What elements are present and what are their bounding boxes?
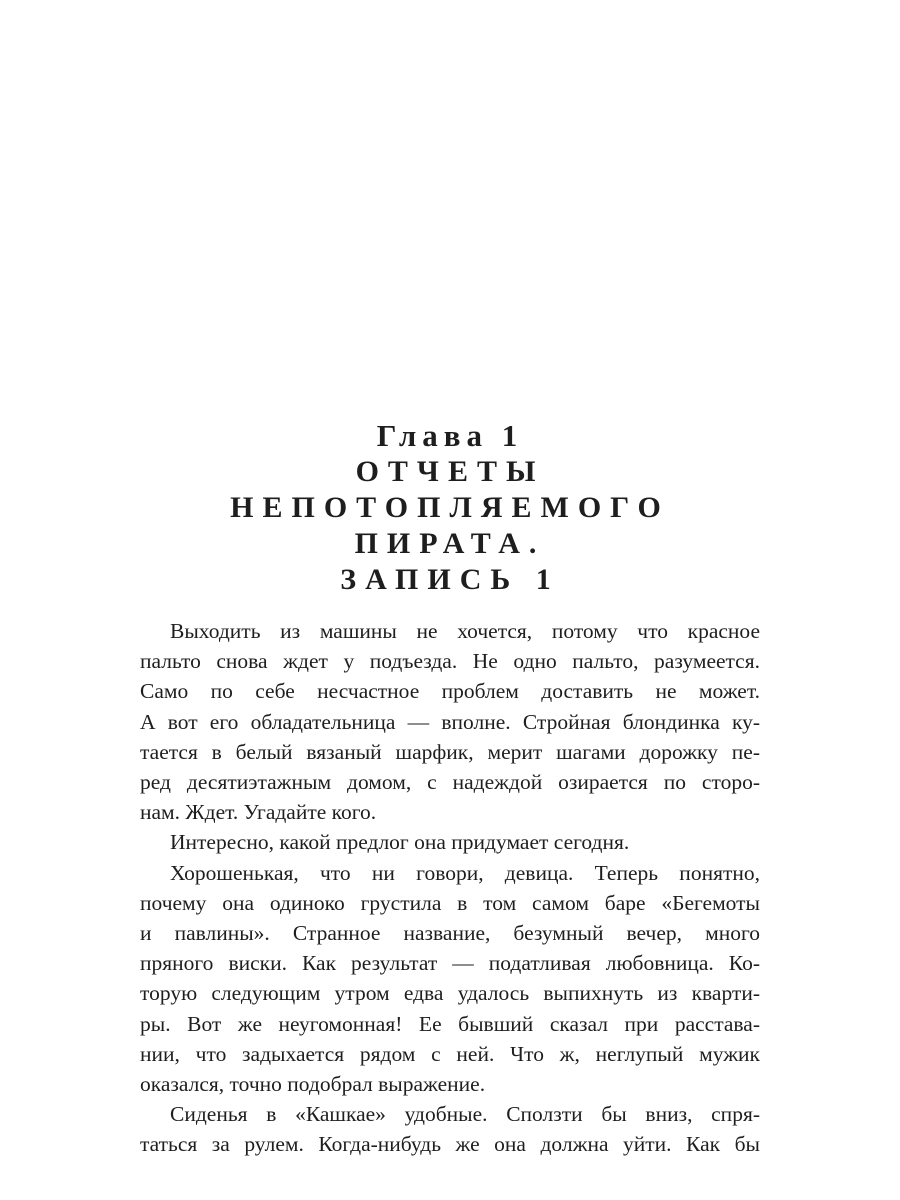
chapter-heading bbox=[140, 418, 760, 598]
text-line: пальто снова ждет у подъезда. Не одно пальто, разумеется. bbox=[140, 649, 760, 674]
text-line: ред десятиэтажным домом, с надеждой озирается по сторо- bbox=[140, 770, 760, 795]
chapter-title-line: ПИРАТА. bbox=[354, 527, 546, 560]
text-line: и павлины». Странное название, безумный вечер, много bbox=[140, 921, 760, 946]
paragraph bbox=[140, 616, 760, 827]
chapter-label: Глава 1 bbox=[376, 418, 524, 453]
body-text bbox=[140, 616, 760, 1160]
text-line: Интересно, какой предлог она придумает сегодня. bbox=[170, 830, 630, 855]
text-line: нии, что задыхается рядом с ней. Что ж, неглупый мужик bbox=[140, 1041, 760, 1066]
text-line: тается в белый вязаный шарфик, мерит шагами дорожку пе- bbox=[140, 739, 760, 764]
chapter-title-line: ОТЧЕТЫ bbox=[355, 455, 545, 488]
text-line: почему она одиноко грустила в том самом баре «Бегемоты bbox=[140, 890, 760, 915]
text-line: оказался, точно подобрал выражение. bbox=[140, 1072, 486, 1097]
text-line: торую следующим утром едва удалось выпихнуть из кварти- bbox=[140, 981, 760, 1006]
text-line: ры. Вот же неугомонная! Ее бывший сказал при расстава- bbox=[140, 1011, 760, 1036]
text-line: Сиденья в «Кашкае» удобные. Сползти бы вниз, спря- bbox=[170, 1102, 760, 1127]
paragraph bbox=[140, 858, 760, 1100]
text-line: нам. Ждет. Угадайте кого. bbox=[140, 800, 377, 825]
text-line: А вот его обладательница — вполне. Стройная блондинка ку- bbox=[140, 709, 760, 734]
text-line: Само по себе несчастное проблем доставить не может. bbox=[140, 679, 760, 704]
paragraph bbox=[140, 827, 760, 857]
text-line: Хорошенькая, что ни говори, девица. Теперь понятно, bbox=[170, 860, 760, 885]
text-line: Выходить из машины не хочется, потому что красное bbox=[170, 619, 760, 643]
chapter-title-line: ЗАПИСЬ 1 bbox=[340, 563, 560, 596]
paragraph bbox=[140, 1099, 760, 1159]
text-line: таться за рулем. Когда-нибудь же она должна уйти. Как бы bbox=[140, 1132, 760, 1157]
text-line: пряного виски. Как результат — податливая любовница. Ко- bbox=[140, 951, 760, 976]
chapter-title-line: НЕПОТОПЛЯЕМОГО bbox=[230, 491, 670, 524]
